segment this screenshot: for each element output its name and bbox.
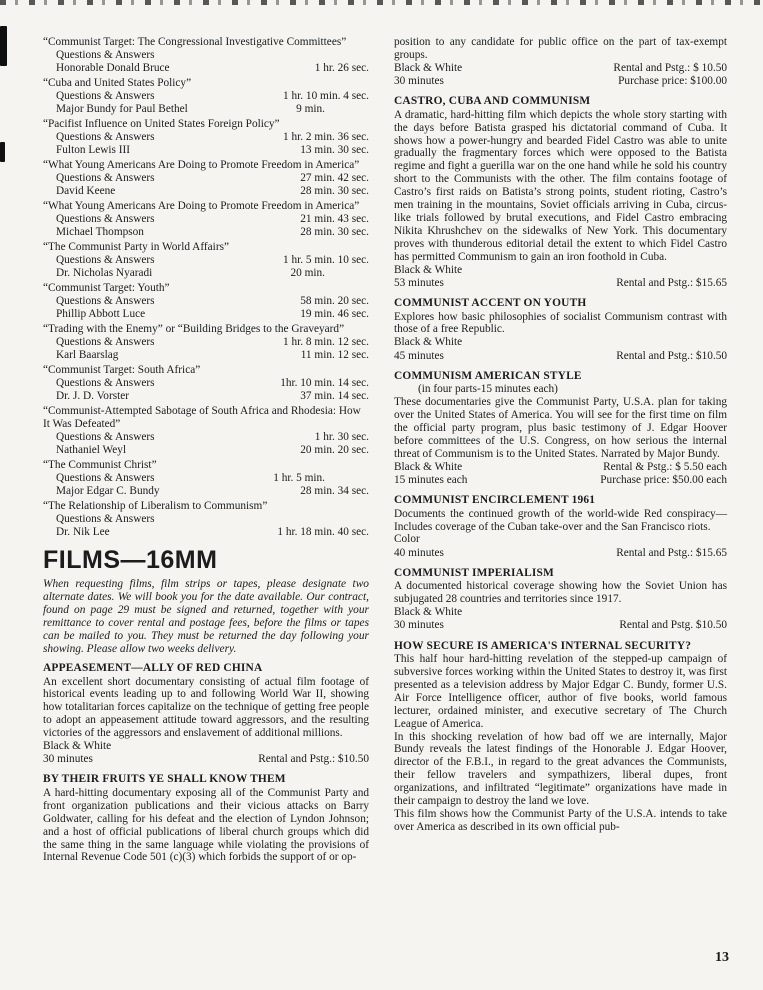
tape-entry-name: Questions & Answers	[56, 213, 155, 225]
film-entry	[394, 297, 727, 363]
tape-entry-time: 11 min. 12 sec.	[300, 349, 369, 361]
tape-entry-time: 27 min. 42 sec.	[300, 172, 369, 184]
tape-entry-row	[43, 226, 369, 239]
tape-title: “Communist Target: The Congressional Investigative Committees”	[43, 36, 347, 48]
tape-entry-row	[43, 62, 369, 75]
tape-entry-time: 13 min. 30 sec.	[300, 144, 369, 156]
tape-entry-time: 1 hr. 5 min.	[273, 472, 325, 484]
film-description: In this shocking revelation of how bad off we are internally, Major Bundy reveals the latest findings of the Honorable J. Edgar Hoover, director of the F.B.I., in regard to the great advances the Communists, their fellow travelers and sympathizers, liberal dupes, front organizations, and infiltrated “legitimate” organizations have made in their campaign to destroy the land we love.	[394, 730, 727, 808]
tape-entry-time: 21 min. 43 sec.	[300, 213, 369, 225]
tape-listing	[43, 500, 369, 539]
tape-entry-name: Dr. Nik Lee	[56, 526, 110, 538]
tape-entry-name: Questions & Answers	[56, 295, 155, 307]
film-description: An excellent short documentary consisting of actual film footage of historical events leading up to and following World War II, showing how totalitarian forces capitalize on the technique of getting free people to adopt an appeasement attitude toward aggressors, and the resulting victories of the aggressors and enslavement of additional millions.	[43, 675, 369, 740]
right-column	[394, 36, 727, 841]
page-number: 13	[715, 950, 729, 965]
tape-title: “Communist Target: South Africa”	[43, 364, 201, 376]
film-meta-row	[394, 75, 727, 88]
film-format-or-duration: 45 minutes	[394, 349, 444, 362]
tape-entry-row	[43, 254, 369, 267]
film-title: APPEASEMENT—ALLY OF RED CHINA	[43, 662, 263, 674]
tape-entry-time: 1 hr. 5 min. 10 sec.	[283, 254, 369, 266]
tape-listing	[43, 159, 369, 198]
film-description: A dramatic, hard-hitting film which depicts the whole story starting with the days before Batista grasped his dictatorial command of Cuba. It shows how a power-hungry and bearded Fidel Castro was able to unite gradually the fragmentary forces which were opposed to the Batista regime and fight a guerilla war on the one hand while he sold his country short to the Communists with the other. The film contains footage of Castro’s first raids on Batista’s strong points, student rioting, Castro’s men training in the mountains, Soviet officials arriving in Cuba, circus-like trials followed by brutal executions, and Fidel Castro embracing Nikita Khrushchev on the sidewalks of New York. This documentary proves with thunderous editorial detail the extent to which Fidel Castro has permitted Communism to gain an iron foothold in Cuba.	[394, 108, 727, 263]
film-format-or-duration: Black & White	[394, 263, 463, 276]
tape-listing	[43, 77, 369, 116]
tape-entry-time: 28 min. 30 sec.	[300, 226, 369, 238]
tape-title: “Communist Target: Youth”	[43, 282, 170, 294]
films-intro-paragraph: When requesting films, film strips or tapes, please designate two alternate dates. We will book you for the date available. Our contract, found on page 29 must be signed and returned, together with your remittance to cover rental and postage fees, before the films or tapes can be mailed to you. They must be returned the day following your showing. Please allow two weeks delivery.	[43, 578, 369, 655]
tape-entry-row	[43, 90, 369, 103]
tape-entry-row	[43, 513, 369, 526]
tape-listing	[43, 364, 369, 403]
tape-entry-row	[43, 103, 369, 116]
tape-entry-name: Questions & Answers	[56, 172, 155, 184]
tape-entry-row	[43, 431, 369, 444]
film-format-or-duration: 30 minutes	[394, 619, 444, 632]
tape-title: “What Young Americans Are Doing to Promote Freedom in America”	[43, 159, 360, 171]
film-description: This film shows how the Communist Party of the U.S.A. intends to take over America as described in its own official pub-	[394, 807, 727, 833]
tape-entry-row	[43, 185, 369, 198]
film-meta-row	[394, 62, 727, 75]
tape-listing	[43, 323, 369, 362]
tape-entry-time: 9 min.	[296, 103, 325, 115]
film-meta-row	[394, 619, 727, 632]
film-meta-row	[394, 277, 727, 290]
film-format-or-duration: Black & White	[394, 61, 463, 74]
film-title: BY THEIR FRUITS YE SHALL KNOW THEM	[43, 773, 286, 786]
film-format-or-duration: 15 minutes each	[394, 473, 468, 486]
tape-entry-time: 28 min. 30 sec.	[300, 185, 369, 197]
tape-title: “The Communist Party in World Affairs”	[43, 241, 229, 253]
film-meta-row	[43, 740, 369, 753]
film-entry	[394, 567, 727, 633]
tape-entry-name: Fulton Lewis III	[56, 144, 131, 156]
film-price: Rental and Pstg.: $15.65	[616, 546, 727, 559]
film-price: Purchase price: $50.00 each	[600, 473, 727, 486]
film-description: Explores how basic philosophies of socialist Communism contrast with those of a free Republic.	[394, 310, 727, 336]
film-format-or-duration: Black & White	[394, 336, 463, 349]
tape-entry-time: 1 hr. 10 min. 4 sec.	[283, 90, 369, 102]
tape-entry-time: 1 hr. 2 min. 36 sec.	[283, 131, 369, 143]
film-entry	[394, 640, 727, 834]
tape-entry-row	[43, 295, 369, 308]
film-meta-row	[394, 533, 727, 546]
film-meta-row	[394, 606, 727, 619]
film-meta-row	[394, 350, 727, 363]
tape-entry-name: Dr. Nicholas Nyaradi	[56, 267, 153, 279]
tape-entry-row	[43, 444, 369, 457]
tape-entry-name: Major Edgar C. Bundy	[56, 485, 160, 497]
film-description: A documented historical coverage showing how the Soviet Union has subjugated 28 countries and territories since 1917.	[394, 580, 727, 606]
film-meta-row	[43, 753, 369, 766]
tape-entry-row	[43, 377, 369, 390]
film-description: Documents the continued growth of the world-wide Red conspiracy—Includes coverage of the Cuban take-over and the San Francisco riots.	[394, 507, 727, 533]
film-price: Rental & Pstg.: $ 5.50 each	[603, 460, 727, 473]
film-entries-right	[394, 36, 727, 834]
film-entry	[43, 773, 369, 864]
tape-entry-name: Questions & Answers	[56, 431, 155, 443]
tape-entry-name: Questions & Answers	[56, 336, 155, 348]
tape-entry-name: Questions & Answers	[56, 90, 155, 102]
tape-entry-row	[43, 485, 369, 498]
film-title: COMMUNIST ACCENT ON YOUTH	[394, 297, 587, 309]
tape-entry-row	[43, 144, 369, 157]
tape-title: “Trading with the Enemy” or “Building Bridges to the Graveyard”	[43, 323, 345, 335]
tape-entry-time: 28 min. 34 sec.	[300, 485, 369, 497]
film-format-or-duration: Black & White	[43, 740, 112, 753]
tape-listing	[43, 36, 369, 75]
tape-entry-name: Questions & Answers	[56, 131, 155, 143]
film-entry	[43, 662, 369, 766]
film-price: Rental and Pstg. $10.50	[619, 619, 727, 632]
film-format-or-duration: 53 minutes	[394, 276, 444, 289]
tape-title: “Cuba and United States Policy”	[43, 77, 192, 89]
films-section-heading: FILMS—16MM	[43, 546, 218, 574]
film-title: CASTRO, CUBA AND COMMUNISM	[394, 95, 591, 108]
tape-entry-row	[43, 131, 369, 144]
film-title: COMMUNIST IMPERIALISM	[394, 566, 554, 579]
film-subtitle: (in four parts-15 minutes each)	[418, 383, 558, 396]
film-entry	[394, 370, 727, 487]
tape-entry-time: 20 min.	[290, 267, 325, 279]
tape-entry-name: Michael Thompson	[56, 226, 144, 238]
film-format-or-duration: Black & White	[394, 460, 463, 473]
film-meta-row	[394, 264, 727, 277]
film-description: These documentaries give the Communist Party, U.S.A. plan for taking over the United States of America. You will see for the first time on film the official party program, plus basic testimony of J. Edgar Hoover before committees of the U.S. Congress, on how serious the internal threat of Communism is to the United States. Narrated by Major Bundy.	[394, 396, 727, 460]
film-price: Rental and Pstg.: $10.50	[258, 753, 369, 766]
tape-listing	[43, 282, 369, 321]
film-price: Rental and Pstg.: $ 10.50	[613, 61, 727, 74]
tape-entry-name: Major Bundy for Paul Bethel	[56, 103, 188, 115]
tape-entry-time: 37 min. 14 sec.	[300, 390, 369, 402]
film-entries-left	[43, 662, 369, 864]
tape-entry-time: 19 min. 46 sec.	[300, 308, 369, 320]
tape-entry-row	[43, 349, 369, 362]
film-format-or-duration: 30 minutes	[43, 753, 93, 766]
film-title: HOW SECURE IS AMERICA'S INTERNAL SECURITY?	[394, 639, 692, 652]
scan-artifact-top-edge	[0, 0, 763, 5]
tape-entry-name: Questions & Answers	[56, 513, 155, 525]
tape-entry-time: 1hr. 10 min. 14 sec.	[280, 377, 369, 389]
tape-entry-name: Nathaniel Weyl	[56, 444, 127, 456]
film-description: position to any candidate for public office on the part of tax-exempt groups.	[394, 36, 727, 61]
film-format-or-duration: Color	[394, 533, 420, 546]
tape-entry-name: Dr. J. D. Vorster	[56, 390, 130, 402]
tape-listing	[43, 118, 369, 157]
film-title: COMMUNIST ENCIRCLEMENT 1961	[394, 494, 596, 507]
tape-entry-row	[43, 526, 369, 539]
tape-entry-name: Honorable Donald Bruce	[56, 62, 170, 74]
tape-title: “Pacifist Influence on United States Foreign Policy”	[43, 118, 280, 130]
film-meta-row	[394, 547, 727, 560]
tape-entry-time: 1 hr. 26 sec.	[314, 62, 369, 74]
tape-entry-row	[43, 308, 369, 321]
film-meta-row	[394, 461, 727, 474]
tape-entry-name: Karl Baarslag	[56, 349, 119, 361]
film-entry	[394, 95, 727, 290]
tape-listing	[43, 241, 369, 280]
tape-title: “Communist-Attempted Sabotage of South Africa and Rhodesia: How It Was Defeated”	[43, 405, 361, 430]
tape-entry-name: Questions & Answers	[56, 377, 155, 389]
film-price: Purchase price: $100.00	[618, 75, 727, 88]
tape-entry-time: 58 min. 20 sec.	[300, 295, 369, 307]
film-entry	[394, 494, 727, 560]
film-meta-row	[394, 336, 727, 349]
tape-entry-row	[43, 336, 369, 349]
left-column	[43, 36, 369, 871]
tape-listing	[43, 405, 369, 457]
film-format-or-duration: Black & White	[394, 606, 463, 619]
film-meta-row	[394, 474, 727, 487]
tape-entry-name: David Keene	[56, 185, 116, 197]
tape-title: “The Relationship of Liberalism to Communism”	[43, 500, 268, 512]
film-format-or-duration: 40 minutes	[394, 546, 444, 559]
film-entry	[394, 36, 727, 88]
tape-listing	[43, 459, 369, 498]
scan-artifact-left-2	[0, 142, 5, 162]
tape-listings	[43, 36, 369, 539]
film-price: Rental and Pstg.: $10.50	[616, 349, 727, 362]
tape-entry-name: Phillip Abbott Luce	[56, 308, 146, 320]
tape-entry-time: 1 hr. 8 min. 12 sec.	[283, 336, 369, 348]
film-price: Rental and Pstg.: $15.65	[616, 276, 727, 289]
tape-entry-time: 1 hr. 30 sec.	[314, 431, 369, 443]
tape-entry-name: Questions & Answers	[56, 472, 155, 484]
tape-entry-name: Questions & Answers	[56, 49, 155, 61]
scan-artifact-left-1	[0, 26, 7, 66]
tape-entry-row	[43, 213, 369, 226]
tape-entry-row	[43, 49, 369, 62]
tape-entry-name: Questions & Answers	[56, 254, 155, 266]
tape-title: “The Communist Christ”	[43, 459, 157, 471]
film-format-or-duration: 30 minutes	[394, 75, 444, 88]
film-description: A hard-hitting documentary exposing all of the Communist Party and front organization publications and their vicious attacks on Barry Goldwater, calling for his defeat and the election of Lyndon Johnson; and a host of official publications of liberal church groups which did the same thing in the same language while violating the provisions of Internal Revenue Code 501 (c)(3) which forbids the support of or op-	[43, 786, 369, 864]
tape-entry-row	[43, 390, 369, 403]
tape-entry-row	[43, 267, 369, 280]
tape-listing	[43, 200, 369, 239]
tape-entry-time: 1 hr. 18 min. 40 sec.	[277, 526, 369, 538]
film-description: This half hour hard-hitting revelation of the stepped-up campaign of subversive forces working within the United States to destroy it, was first presented as a television address by Major Edgar C. Bundy, former U.S. Air Force Intelligence officer, author of five books, world famous lecturer, ordained minister, and executive secretary of The Church League of America.	[394, 653, 727, 730]
tape-entry-row	[43, 172, 369, 185]
film-title: COMMUNISM AMERICAN STYLE	[394, 369, 582, 382]
tape-title: “What Young Americans Are Doing to Promote Freedom in America”	[43, 200, 360, 212]
tape-entry-row	[43, 472, 369, 485]
tape-entry-time: 20 min. 20 sec.	[300, 444, 369, 456]
